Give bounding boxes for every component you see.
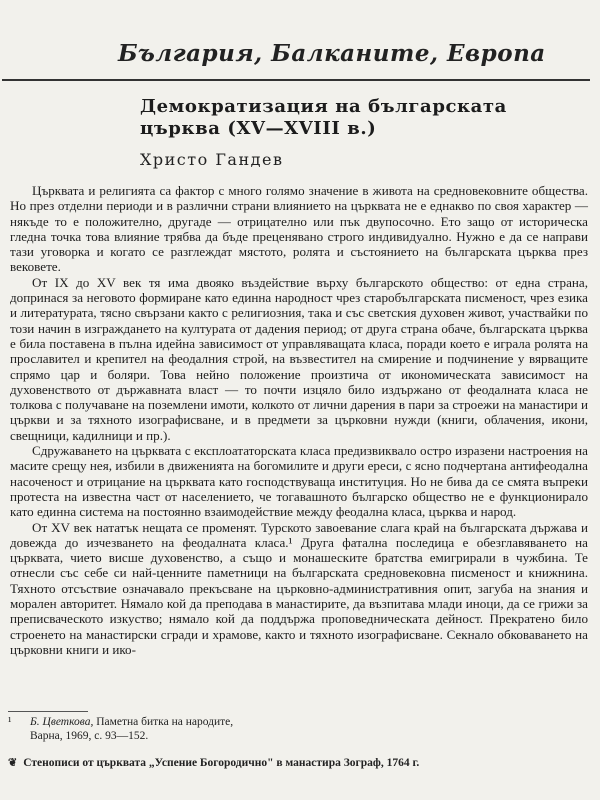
caption-text: Стенописи от църквата „Успение Богородично" в манастира Зограф, 1764 г.	[23, 757, 420, 769]
article-author: Христо Гандев	[140, 150, 284, 169]
footnote-author: Б. Цветкова,	[30, 716, 94, 728]
paragraph: Сдружаването на църквата с експлоататорската класа предизвиквало остро изразени настроения на масите срещу нея, избили в движенията на богомилите и други ереси, с ясно подчертана антифеодална насоченост и отрицание на църквата като господствуваща институция. Но не бива да се смята въпреки протеста на известна част от населението, че тогавашното българско общество не е функционирало като единна система на постоянно взаимодействие между феодална класа, църква и народ.	[10, 443, 588, 520]
footnote-number: ¹	[8, 716, 12, 728]
footnote-publication: Варна, 1969, с. 93—152.	[30, 730, 149, 742]
running-title: България, Балканите, Европа	[118, 40, 546, 67]
figure-caption	[8, 756, 588, 769]
header-divider	[2, 79, 590, 81]
footnote-divider	[8, 711, 88, 712]
footnote	[8, 715, 328, 743]
leaf-ornament-icon: ❦	[8, 757, 18, 769]
paragraph: От IX до XV век тя има двояко въздействие върху българското общество: от една страна, допринася за неговото формиране като единна народност чрез старобългарската писменост, чрез езика и литературата, тясно свързани както с религиозния, така и със светския духовен живот, участвайки по този начин в изграждането на културата от дадения период; от друга страна обаче, българската църква е била поставена в пълна идейна зависимост от управляващата класа, поради което е играла ролята на прославител и крепител на феодалния строй, на възвестител на смирение и подчинение у вярващите спрямо цар и боляри. Това нейно положение произтича от икономическата зависимост на духовенството от държавната власт — то почти изцяло било издържано от феодалната класа не толкова с получаване на поземлени имоти, колкото от лични дарения в пари за строежи на манастири и църкви и за тяхното изографисване, и в предмети за църковни нужди (книги, облачения, икони, свещници, кадилници и пр.).	[10, 274, 588, 443]
footnote-source: Паметна битка на народите,	[93, 716, 234, 728]
paragraph: От XV век нататък нещата се променят. Турското завоевание слага край на българската държава и довежда до изчезването на феодалната класа.¹ Друга фатална последица е обезглавяването на църквата, чието висше духовенство, а също и монашеските братства емигрирали в чужбина. Те отнесли със себе си най-ценните паметници на българската средновековна писменост и книжнина. Тяхното отсъствие означавало прекъсване на църковно-административния опит, загуба на знания и морален авторитет. Нямало кой да преподава в манастирите, да възпитава млади иноци, да се грижи за преписваческото изкуство; нямало кой да поддържа проповедническата дейност. Прекратено било строенето на манастирски сгради и храмове, както и тяхното изографисване. Секнало обковаването на църковни книги и ико-	[10, 519, 588, 657]
article-title: Демократизация на българската църква (XV—XVIII в.)	[140, 96, 507, 139]
article-body	[10, 183, 588, 657]
paragraph: Църквата и религията са фактор с много голямо значение в живота на средновековните общества. Но през отделни периоди и в различни страни влиянието на църквата не е еднакво по своя характер — някъде то е положително, другаде — отрицателно или пък двупосочно. Ето защо от историческа гледна точка това влияние трябва да бъде преценявано строго индивидуално. Нужно е да се направи тази уговорка и когато се разглеждат мястото, ролята и състоянието на българската църква през вековете.	[10, 183, 588, 275]
